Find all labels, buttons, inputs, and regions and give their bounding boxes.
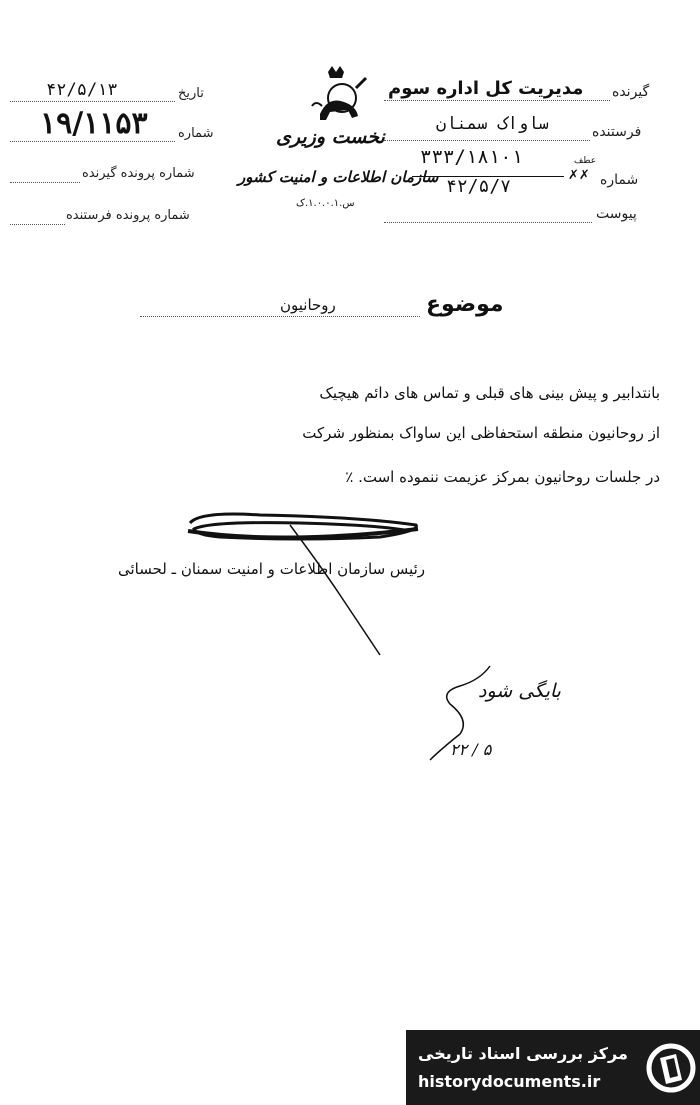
- archive-logo-icon: [646, 1040, 696, 1096]
- signature-scribble: [180, 505, 430, 665]
- date-dotted-line: [10, 101, 175, 102]
- emblem-line-2: سازمان اطلاعات و امنیت کشور: [238, 168, 439, 186]
- emblem-line-1: نخست وزیری: [276, 126, 385, 148]
- footer-banner: [406, 1030, 700, 1105]
- body-line-2: از روحانیون منطقه استحفاظی این ساواک بمنظور شرکت: [302, 424, 660, 442]
- handwritten-note-line-2: ۲۲ / ۵: [450, 740, 492, 759]
- sender-label: فرستنده: [592, 124, 642, 140]
- recipient-value: مدیریت کل اداره سوم: [388, 78, 584, 99]
- number-dotted-line: [10, 141, 175, 142]
- emblem-line-3: س.۱.۰.۰.۱.ک: [296, 198, 355, 209]
- handwritten-note-line-1: بایگی شود: [478, 680, 561, 702]
- ref-small-label: عطف: [574, 156, 597, 166]
- sender-file-label: شماره پرونده فرستنده: [66, 208, 190, 223]
- ref-date: ۴۲/۵/۷: [446, 176, 512, 197]
- recipient-dotted-line: [384, 100, 610, 101]
- ref-crossed-mark: ✗✗: [568, 168, 590, 183]
- number-label: شماره: [178, 126, 214, 141]
- sender-file-dotted-line: [10, 224, 65, 225]
- sender-value: ساواک سمنان: [436, 114, 549, 134]
- lion-and-sun-emblem-icon: [300, 66, 370, 128]
- subject-dotted-line: [140, 316, 420, 317]
- ref-value: ۳۳۳/۱۸۱۰۱: [420, 146, 523, 168]
- sender-dotted-line: [384, 140, 590, 141]
- ref-label: شماره: [600, 172, 639, 188]
- recipient-file-dotted-line: [10, 182, 80, 183]
- body-line-3: در جلسات روحانیون بمرکز عزیمت ننموده است. ٪: [345, 468, 660, 486]
- footer-url[interactable]: historydocuments.ir: [418, 1072, 601, 1091]
- recipient-file-label: شماره پرونده گیرنده: [82, 166, 195, 181]
- number-value: ۱۹/۱۱۵۳: [40, 106, 148, 141]
- date-value: ۴۲/۵/۱۳: [46, 80, 118, 100]
- subject-value: روحانیون: [280, 296, 336, 314]
- recipient-label: گیرنده: [612, 84, 650, 100]
- date-label: تاریخ: [178, 86, 204, 101]
- footer-title: مرکز بررسی اسناد تاریخی: [418, 1044, 628, 1063]
- subject-label: موضوع: [426, 292, 504, 317]
- attachment-label: پیوست: [596, 206, 637, 222]
- body-line-1: بانتدابیر و پیش بینی های قبلی و تماس های دائم هیچیک: [319, 384, 660, 402]
- attachment-dotted-line: [384, 222, 592, 223]
- signature-text: رئیس سازمان اطلاعات و امنیت سمنان ـ لحسائی: [118, 560, 426, 578]
